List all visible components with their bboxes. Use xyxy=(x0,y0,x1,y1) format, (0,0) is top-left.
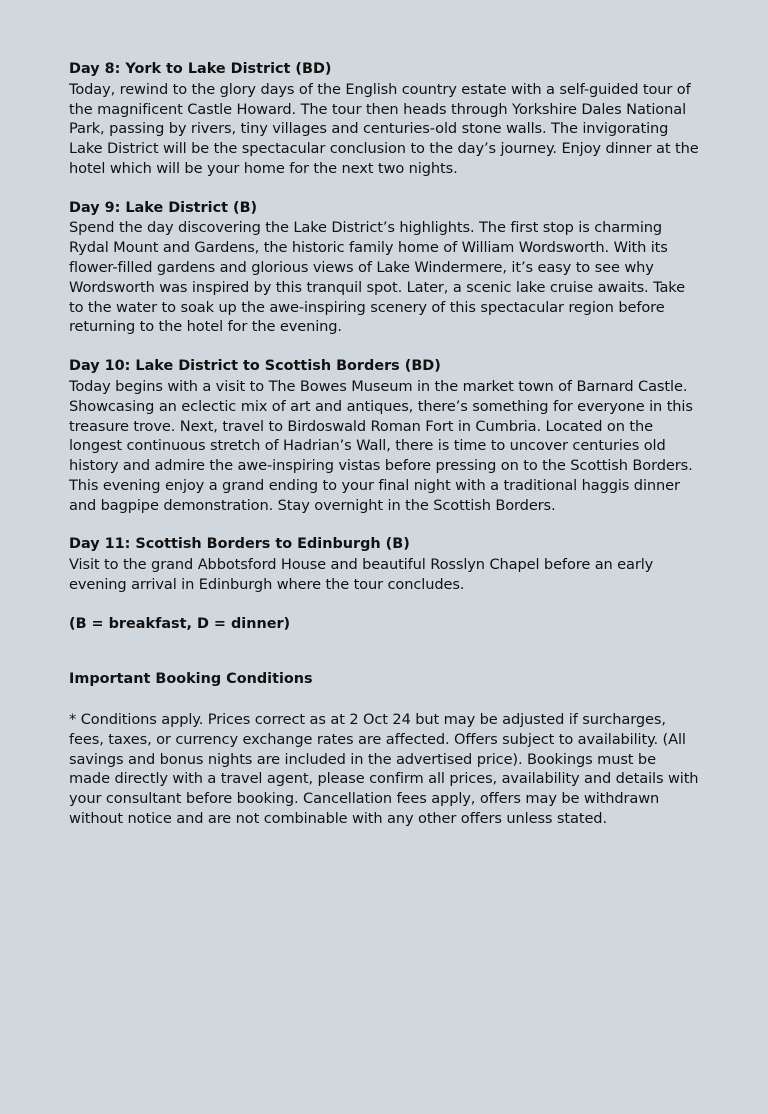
day-9-description: Spend the day discovering the Lake District’s highlights. The first stop is charming Rydal Mount and Gardens, the historic family home of William Wordsworth. With its flower-filled gardens and glorious views of Lake Windermere, it’s easy to see why Wordsworth was inspired by this tranquil spot. Later, a scenic lake cruise awaits. Take to the water to soak up the awe-inspiring scenery of this spectacular region before returning to the hotel for the evening. xyxy=(69,219,685,336)
spacer xyxy=(69,595,701,615)
spacer xyxy=(69,516,701,536)
booking-conditions xyxy=(69,670,701,828)
itinerary-document xyxy=(69,60,701,829)
day-11-description: Visit to the grand Abbotsford House and beautiful Rosslyn Chapel before an early evening arrival in Edinburgh where the tour concludes. xyxy=(69,556,654,593)
itinerary-day-11 xyxy=(69,535,701,594)
spacer xyxy=(69,690,701,710)
itinerary-day-8 xyxy=(69,60,701,179)
spacer xyxy=(69,634,701,670)
booking-conditions-heading: Important Booking Conditions xyxy=(69,671,313,688)
spacer xyxy=(69,337,701,357)
day-10-heading: Day 10: Lake District to Scottish Borders (BD) xyxy=(69,358,441,375)
meal-key: (B = breakfast, D = dinner) xyxy=(69,615,291,632)
day-9-heading: Day 9: Lake District (B) xyxy=(69,199,258,216)
day-11-heading: Day 11: Scottish Borders to Edinburgh (B) xyxy=(69,536,410,553)
day-10-description: Today begins with a visit to The Bowes Museum in the market town of Barnard Castle. Showcasing an eclectic mix of art and antiques, there’s something for everyone in this treasure trove. Next, travel to Birdoswald Roman Fort in Cumbria. Located on the longest continuous stretch of Hadrian’s Wall, there is time to uncover centuries old history and admire the awe-inspiring vistas before pressing on to the Scottish Borders. This evening enjoy a grand ending to your final night with a traditional haggis dinner and bagpipe demonstration. Stay overnight in the Scottish Borders. xyxy=(69,377,693,514)
booking-conditions-text: * Conditions apply. Prices correct as at 2 Oct 24 but may be adjusted if surcharges, fees, taxes, or currency exchange rates are affected. Offers subject to availability. (All savings and bonus nights are included in the advertised price). Bookings must be made directly with a travel agent, please confirm all prices, availability and details with your consultant before booking. Cancellation fees apply, offers may be withdrawn without notice and are not combinable with any other offers unless stated. xyxy=(69,711,699,828)
itinerary-day-9 xyxy=(69,199,701,338)
day-8-heading: Day 8: York to Lake District (BD) xyxy=(69,61,332,77)
day-8-description: Today, rewind to the glory days of the English country estate with a self-guided tour of the magnificent Castle Howard. The tour then heads through Yorkshire Dales National Park, passing by rivers, tiny villages and centuries-old stone walls. The invigorating Lake District will be the spectacular conclusion to the day’s journey. Enjoy dinner at the hotel which will be your home for the next two nights. xyxy=(69,80,699,177)
spacer xyxy=(69,179,701,199)
itinerary-day-10 xyxy=(69,357,701,515)
